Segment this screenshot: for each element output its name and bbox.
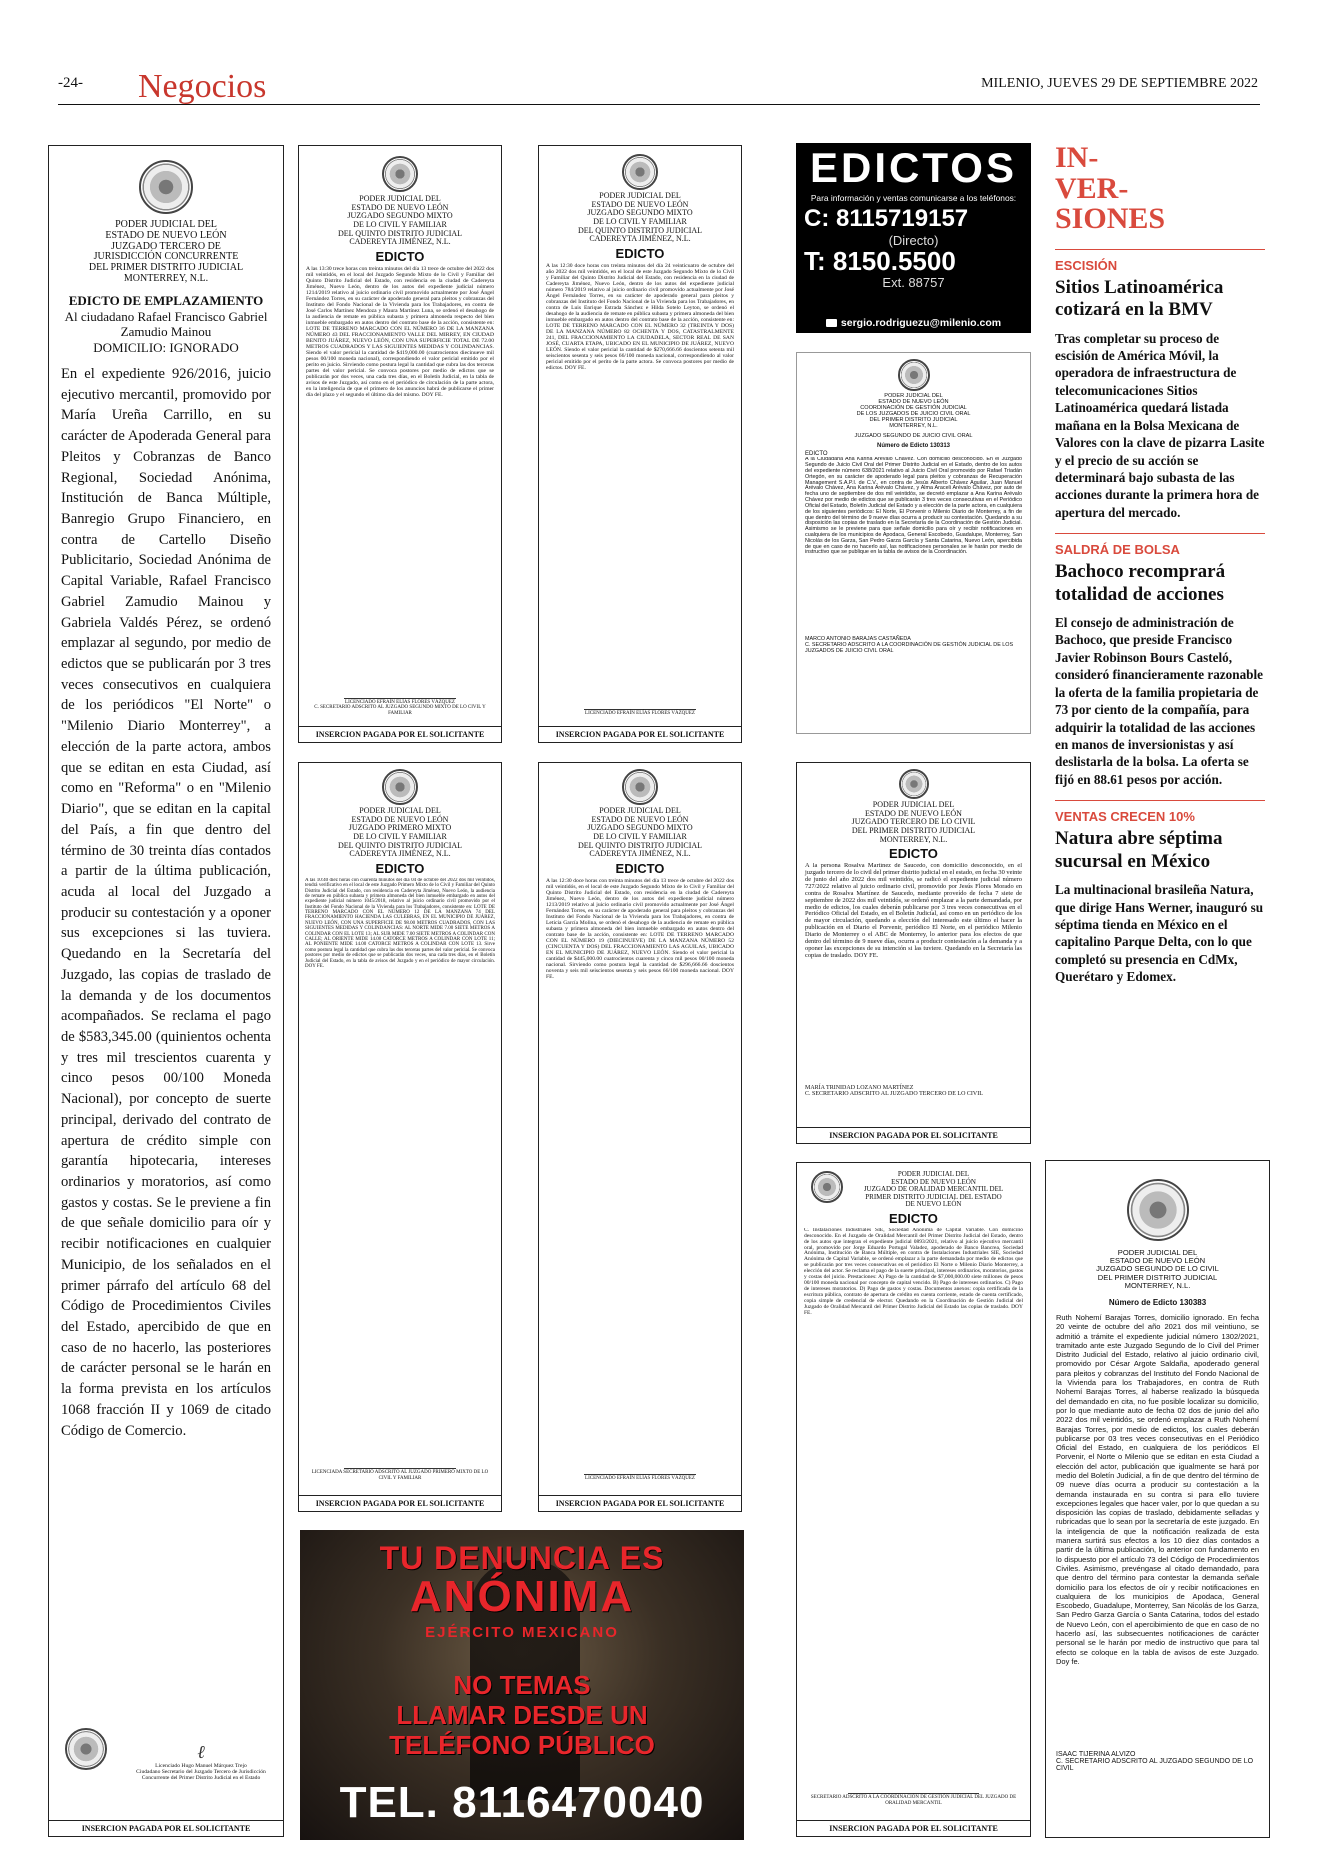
- edicto-title: EDICTO: [615, 245, 665, 261]
- court-heading: [797, 801, 1030, 844]
- sidebar-title: IN- VER- SIONES: [1055, 141, 1166, 236]
- court-line: PODER JUDICIAL DEL: [872, 800, 955, 809]
- signature-line: LICENCIADO EFRAÍN ELÍAS FLORES VÁZQUEZ: [585, 710, 695, 716]
- edicto-ad: [796, 1162, 1031, 1837]
- signature-block: [797, 632, 1030, 654]
- court-line: CADEREYTA JIMÉNEZ, N.L.: [589, 849, 691, 859]
- addressee: Al ciudadano Rafael Francisco Gabriel Zamudio Mainou: [64, 308, 268, 340]
- anonymous-report-ad: [300, 1530, 744, 1840]
- edicto-ad: [796, 352, 1031, 734]
- court-line: DEL QUINTO DISTRITO JUDICIAL: [337, 840, 463, 850]
- court-subheading: JUZGADO SEGUNDO DE JUICIO CIVIL ORAL: [854, 433, 973, 440]
- paid-insertion-label: INSERCION PAGADA POR EL SOLICITANTE: [539, 726, 741, 742]
- court-line: MONTERREY, N.L.: [123, 272, 209, 284]
- paid-insertion-label: INSERCION PAGADA POR EL SOLICITANTE: [797, 1127, 1030, 1143]
- court-line: PODER JUDICIAL DEL: [897, 1170, 970, 1178]
- email-link[interactable]: sergio.rodriguezu@milenio.com: [840, 317, 1002, 329]
- signature-line: LICENCIADA SECRETARIO ADSCRITO AL JUZGADO PRIMERO MIXTO DE LO CIVIL Y FAMILIAR: [311, 1470, 489, 1481]
- court-seal-icon: [811, 1171, 843, 1203]
- news-kicker: VENTAS CRECEN 10%: [1055, 809, 1195, 825]
- court-seal-icon: [139, 160, 193, 214]
- court-line: MONTERREY, N.L.: [879, 834, 948, 844]
- edicto-body: A la persona Rosalva Martínez de Saucedo, con domicilio desconocido, en el juzgado tercero de lo civil del primer distrito judicial en el estado, en fecha 30 veinte de junio del año 2022 dos mil veintidós, se radicó el expediente judicial número 727/2022 relativo al juicio ordinario civil, promovido por Jesús Flores Morado en contra de Rosalva Martínez de Saucedo, mediante proveído de fecha 7 siete de septiembre de 2022 dos mil veintidós, se ordenó emplazar a la parte demandada, por medio de edictos, los cuales deberán publicarse por 3 tres veces consecutivas en el Periódico Oficial del Estado, en el Boletín Judicial, así como en un periódico de los de mayor circulación, quedando a elección del interesado este último el hacer la publicación en el Diario el Porvenir, periódico El Norte, en el periódico Milenio Diario de Monterrey o el ABC de Monterrey, lo anterior para los efectos de que dentro del término de 9 nueve días, ocurra a producir contestación a la demanda y a oponer las excepciones de su intención si las tuviere. Quedando en la Secretaría las copias de traslado. DOY FE.: [805, 863, 1022, 959]
- court-seal-icon: [899, 769, 929, 799]
- court-line: PODER JUDICIAL DEL: [359, 806, 441, 815]
- paid-insertion-label: INSERCION PAGADA POR EL SOLICITANTE: [299, 1495, 501, 1511]
- news-kicker: SALDRÁ DE BOLSA: [1055, 542, 1180, 558]
- signature-block: [1046, 1743, 1269, 1772]
- signature-block: [59, 1728, 273, 1806]
- court-line: DEL QUINTO DISTRITO JUDICIAL: [577, 840, 703, 850]
- court-line: JUZGADO SEGUNDO DE LO CIVIL: [1096, 1264, 1219, 1274]
- signature-line: Licenciado Hugo Manuel Márquez Trejo: [155, 1763, 247, 1769]
- edicto-body: A las 13:30 trece horas con treinta minutos del día 13 trece de octubre del 2022 dos mil veintidós, en el local del Juzgado Segundo Mixto de lo Civil y Familiar del Quinto Distrito Judicial del Estado, con residencia en la ciudad de Cadereyta Jiménez, Nuevo León, dentro de los autos del expediente judicial número 1214/2019 relativo al juicio ordinario civil promovido actualmente por José Ángel Fernández Torres, en su carácter de apoderado general para pleitos y cobranzas del Instituto del Fondo Nacional de la Vivienda para los Trabajadores, en contra de José Carlos Martínez Mendoza y Maura Martínez Luna, se ordenó el desahogo de la audiencia de remate en pública subasta y primera almoneda respecto del bien inmueble embargado en autos dentro del contrato base de la acción, consistente en: LOTE DE TERRENO MARCADO CON EL NÚMERO 36 DE LA MANZANA NÚMERO 43 DEL FRACCIONAMIENTO VALLE DEL MIRREY, EN CIUDAD BENITO JUÁREZ, NUEVO LEÓN, CON UNA SUPERFICIE TOTAL DE 72.00 METROS CUADRADOS Y LAS SIGUIENTES MEDIDAS Y COLINDANCIAS. Siendo el valor pericial la cantidad de $419,000.00 (cuatrocientos diecinueve mil pesos 00/100 moneda nacional), correspondiendo el valor pericial emitido por el perito en juicio. Sirviendo como postura legal la cantidad que cubra las dos terceras partes del valor pericial. Se convoca postores por medio de edictos que se publicarán por dos veces, una cada tres días, en el Boletín Judicial, en la tabla de avisos de este Juzgado, así como en el periódico de circulación de la parte actora, en la inteligencia de que el primero de los anuncios habrá de publicarse el primer día del plazo y el segundo el último día del mismo. DOY FE.: [306, 265, 494, 399]
- court-line: DEL QUINTO DISTRITO JUDICIAL: [337, 228, 463, 238]
- header-rule: [58, 104, 1260, 105]
- paid-insertion-label: INSERCION PAGADA POR EL SOLICITANTE: [49, 1820, 283, 1836]
- court-line: DE LO CIVIL Y FAMILIAR: [353, 831, 447, 841]
- promo-phone[interactable]: TEL. 8116470040: [339, 1778, 705, 1827]
- domicile: DOMICILIO: IGNORADO: [93, 339, 239, 355]
- phone-direct-label: (Directo): [888, 233, 939, 248]
- court-line: DE LO CIVIL Y FAMILIAR: [593, 831, 687, 841]
- paid-insertion-label: INSERCION PAGADA POR EL SOLICITANTE: [797, 1820, 1030, 1836]
- court-line: DE LO CIVIL Y FAMILIAR: [593, 216, 687, 226]
- edicto-body: A las 12:30 doce horas con treinta minutos del día 13 trece de octubre del 2022 dos mil veintidós, en el local de este Juzgado Segundo Mixto de lo Civil y Familiar del Quinto Distrito Judicial del Estado, con residencia en la ciudad de Cadereyta Jiménez, Nuevo León, dentro de los autos del expediente judicial número 1213/2019 relativo al juicio ordinario civil promovido actualmente por José Ángel Fernández Torres, en su carácter de apoderado general para pleitos y cobranzas del Instituto del Fondo Nacional de la Vivienda para los Trabajadores, en contra de Leticia García Molina, se ordenó el desahogo de la audiencia de remate en pública subasta y primera almoneda del bien inmueble embargado en autos dentro del contrato base de la acción, consistente en: LOTE DE TERRENO MARCADO CON EL NÚMERO 19 (DIECINUEVE) DE LA MANZANA NÚMERO 52 (CINCUENTA Y DOS) DEL FRACCIONAMIENTO LAS AGUILAS, UBICADO EN EL MUNICIPIO DE JUÁREZ, NUEVO LEÓN. Siendo el valor pericial la cantidad de $445,000.00 cuatrocientos cuarenta y cinco mil pesos 00/100 moneda nacional. Sirviendo como postura legal la cantidad de $296,666.66 doscientos noventa y seis mil seiscientos sesenta y seis pesos 66/100 moneda nacional. DOY FE.: [546, 877, 734, 981]
- court-line: ESTADO DE NUEVO LEÓN: [878, 399, 949, 406]
- signature-line: MARCO ANTONIO BARAJAS CASTAÑEDA: [805, 636, 911, 643]
- court-line: CADEREYTA JIMÉNEZ, N.L.: [349, 237, 451, 247]
- court-line: ESTADO DE NUEVO LEÓN: [865, 808, 962, 818]
- edicto-title: EDICTO: [375, 248, 425, 264]
- phone-ext: Ext. 88757: [882, 275, 945, 291]
- news-headline: Sitios Latinoamérica cotizará en la BMV: [1055, 276, 1224, 321]
- promo-line-4: NO TEMAS: [453, 1670, 591, 1700]
- news-item: [1055, 542, 1265, 788]
- court-line: JUZGADO SEGUNDO MIXTO: [587, 823, 693, 833]
- court-line: JUZGADO TERCERO DE LO CIVIL: [851, 817, 976, 827]
- court-line: DEL PRIMER DISTRITO JUDICIAL: [851, 825, 976, 835]
- paper-date: MILENIO, JUEVES 29 DE SEPTIEMBRE 2022: [981, 76, 1258, 91]
- edicto-title: EDICTO: [615, 860, 665, 876]
- signature-icon: ℓ: [197, 1742, 205, 1763]
- edicto-title: EDICTO: [889, 846, 938, 862]
- edicto-title: EDICTO: [805, 451, 828, 458]
- court-heading: [299, 195, 501, 247]
- edicto-ad: [796, 762, 1031, 1144]
- news-headline: Bachoco recomprará totalidad de acciones: [1055, 561, 1226, 605]
- court-seal-icon: [1127, 1179, 1189, 1241]
- signature-line: MARÍA TRINIDAD LOZANO MARTÍNEZ: [805, 1085, 914, 1092]
- signature-line: ISAAC TIJERINA ALVIZO: [1056, 1750, 1136, 1758]
- court-line: PODER JUDICIAL DEL: [359, 194, 441, 203]
- court-seal-icon: [622, 769, 658, 805]
- signature-block: [307, 1464, 493, 1481]
- page-number: -24-: [58, 75, 83, 91]
- signature-block: [805, 1789, 1022, 1806]
- signature-line: LICENCIADO EFRAÍN ELÍAS FLORES VÁZQUEZ: [585, 1475, 695, 1481]
- court-seal-icon: [65, 1728, 107, 1770]
- court-line: COORDINACIÓN DE GESTIÓN JUDICIAL: [860, 405, 967, 412]
- court-line: JURISDICCIÓN CONCURRENTE: [93, 251, 239, 263]
- signature-line: C. SECRETARIO ADSCRITO AL JUZGADO TERCERO DE LO CIVIL: [805, 1091, 983, 1098]
- edicto-number: Número de Edicto 130313: [876, 443, 951, 450]
- news-kicker: ESCISIÓN: [1055, 257, 1118, 273]
- signature-line: Ciudadano Secretario del Juzgado Tercero de Jurisdicción: [136, 1769, 266, 1776]
- edicto-ad: [298, 762, 502, 1512]
- court-heading: [49, 220, 283, 285]
- inversiones-sidebar: [1055, 143, 1265, 1088]
- edicto-body: A la Ciudadana Ana Karina Arévalo Chávez. Con domicilio desconocido. En el Juzgado Segundo de Juicio Civil Oral del Primer Distrito Judicial en el Estado, dentro de los autos del expediente número 638/2021 relativo al Juicio Civil Oral promovido por Rafael Triadán Ortegón, en su carácter de apoderado legal para pleitos y cobranzas de Recuperación Management S.A.P.I. de C.V., en contra de Jesús Alberto Chávez Aguilar, Juan Manuel Arévalo Chávez, Ana Karina Arévalo Chávez, y Alma Araceli Arévalo Chávez, por auto de fecha uno de septiembre de dos mil veintidós, se decretó emplazar a Ana Karina Arévalo Chávez por medio de edictos que se publicarán 3 tres veces consecutivas en el Periódico Oficial del Estado, Boletín Judicial del Estado y a elección de la parte actora, en cualquiera de los siguientes periódicos: El Norte, El Porvenir o Milenio Diario de Monterrey, a fin de que dentro del término de 9 nueve días ocurra a producir su contestación. Quedando a su disposición las copias de traslado en la Secretaría de la Coordinación de Gestión Judicial. Asimismo se le previene para que señale domicilio para oír y recibir notificaciones en cualquiera de los municipios de Apodaca, General Escobedo, Guadalupe, Monterrey, San Nicolás de los Garza, San Pedro Garza García y Santa Catarina, Nuevo León, apercibida de que en caso de no hacerlo así, las notificaciones personales se le harán por medio de instructivo que se publique en la tabla de avisos de la Coordinación.: [805, 457, 1022, 556]
- court-seal-icon: [622, 154, 658, 190]
- news-item: [1055, 809, 1265, 985]
- promo-line-5: LLAMAR DESDE UN: [396, 1700, 648, 1730]
- edictos-contact-box: [796, 143, 1031, 333]
- section-title: Negocios: [138, 68, 267, 105]
- court-heading: [1046, 1249, 1269, 1290]
- edicto-body: A las 12:30 doce horas con treinta minutos del día 24 veinticuatro de octubre del año 2022 dos mil veintidós, en el local de este Juzgado Segundo Mixto de lo Civil y Familiar del Quinto Distrito Judicial del Estado, con residencia en la ciudad de Cadereyta Jiménez, Nuevo León, dentro de los autos del expediente judicial número 784/2019 relativo al juicio ordinario civil promovido actualmente por José Ángel Fernández Torres, en su carácter de apoderado general para pleitos y cobranzas del Instituto del Fondo Nacional de la Vivienda para los Trabajadores, en contra de Luis Enrique Estrada Sánchez e Hilda Sotelo Leyton, se ordenó el desahogo de la audiencia de remate en pública subasta y primera almoneda del bien inmueble embargado en autos dentro del contrato base de la acción, consistente en: LOTE DE TERRENO MARCADO CON EL NÚMERO 32 (TREINTA Y DOS) DE LA MANZANA NÚMERO 82 OCHENTA Y DOS, CATASTRALMENTE 241, DEL FRACCIONAMIENTO LA CIUDADELA, SECTOR REAL DE SAN JOSÉ, CUARTA ETAPA, UBICADO EN EL MUNICIPIO DE JUÁREZ, NUEVO LEÓN. Siendo el valor pericial la cantidad de $270,666.66 doscientos setenta mil seiscientos sesenta y seis pesos 66/100 moneda nacional, correspondiendo al valor pericial emitido por el perito de la parte actora. Se convoca postores por medio de edictos. DOY FE.: [546, 262, 734, 372]
- paid-insertion-label: INSERCION PAGADA POR EL SOLICITANTE: [539, 1495, 741, 1511]
- edicto-title: EDICTO DE EMPLAZAMIENTO: [68, 292, 264, 308]
- paid-insertion-label: INSERCION PAGADA POR EL SOLICITANTE: [299, 726, 501, 742]
- edicto-body: C. Instalaciones Industriales SIE, Sociedad Anónima de Capital Variable. Con domicilio desconocido. En el Juzgado de Oralidad Mercantil del Primer Distrito Judicial del Estado, dentro de los autos que integran el expediente judicial 0893/2021, relativo al juicio ejecutivo mercantil oral, promovido por Jorge Eduardo Portugal Valadez, apoderado de Banco Bancrea, Sociedad Anónima, Institución de Banca Múltiple, en contra de Instalaciones Industriales SIE, Sociedad Anónima de Capital Variable, se ordenó emplazar a la parte demandada por medio de edictos que se publicarán por tres veces consecutivas en el periódico El Norte o Milenio Diario Monterrey, a elección del actor. Se reclama el pago de la suerte principal, intereses ordinarios, moratorios, gastos y costas del juicio. Prestaciones: A) Pago de la cantidad de $7,000,000.00 siete millones de pesos 00/100 moneda nacional por concepto de capital vencido. B) Pago de intereses ordinarios. C) Pago de intereses moratorios. D) Pago de gastos y costas. Documentos anexos: copia certificada de la escritura pública, contrato de apertura de crédito en cuenta corriente, estado de cuenta certificado, copia simple de credencial de elector. Quedando en la Coordinación de Gestión Judicial del Juzgado de Oralidad Mercantil del Primer Distrito Judicial del Estado las copias de traslado. DOY FE.: [804, 1227, 1024, 1316]
- court-seal-icon: [382, 156, 418, 192]
- court-heading: [299, 807, 501, 859]
- edicto-ad: [538, 145, 742, 743]
- court-line: PODER JUDICIAL DEL: [1117, 1248, 1198, 1257]
- court-line: ESTADO DE NUEVO LEÓN: [105, 229, 227, 241]
- court-line: PODER JUDICIAL DEL: [599, 806, 681, 815]
- signature-block: [797, 1083, 1030, 1097]
- edictos-title: EDICTOS: [810, 144, 1017, 191]
- promo-army: EJÉRCITO MEXICANO: [425, 1624, 619, 1641]
- phone-cell[interactable]: C: 8115719157: [804, 205, 969, 232]
- court-line: DE LO CIVIL Y FAMILIAR: [353, 219, 447, 229]
- court-line: DEL QUINTO DISTRITO JUDICIAL: [577, 225, 703, 235]
- court-line: JUZGADO SEGUNDO MIXTO: [347, 211, 453, 221]
- court-line: ESTADO DE NUEVO LEÓN: [351, 814, 449, 824]
- news-item: [1055, 258, 1265, 521]
- signature-line: Concurrente del Primer Distrito Judicial en el Estado: [141, 1775, 261, 1782]
- edicto-body: A las 10:40 diez horas con cuarenta minutos del día 04 de octubre del 2022 dos mil veintidós, tendrá verificativo en el local de este Juzgado Primero Mixto de lo Civil y Familiar del Quinto Distrito Judicial del Estado, con residencia en Cadereyta Jiménez, Nuevo León, la audiencia de remate en pública subasta y primera almoneda del bien inmueble embargado en autos del expediente judicial número 1045/2018, relativo al juicio ordinario civil promovido por el Instituto del Fondo Nacional de la Vivienda para los Trabajadores, consistente en: LOTE DE TERRENO MARCADO CON EL NÚMERO 12 DE LA MANZANA 74 DEL FRACCIONAMIENTO HACIENDA LAS CULEBRAS, EN EL MUNICIPIO DE JUÁREZ, NUEVO LEÓN, CON UNA SUPERFICIE DE 98.00 METROS CUADRADOS, CON LAS SIGUIENTES MEDIDAS Y COLINDANCIAS: AL NORTE MIDE 7.00 SIETE METROS A COLINDAR CON EL LOTE 13; AL SUR MIDE 7.00 SIETE METROS A COLINDAR CON CALLE; AL ORIENTE MIDE 14.00 CATORCE METROS A COLINDAR CON LOTE 11; AL PONIENTE MIDE 14.00 CATORCE METROS A COLINDAR CON LOTE 13. Sirve como postura legal la cantidad que cubra las dos terceras partes del valor pericial. Se convoca postores por medio de edictos que se publicarán dos veces, una cada tres días, en el Boletín Judicial del Estado, en la tabla de avisos del Juzgado y en el periódico de mayor circulación. DOY FE.: [305, 877, 495, 969]
- edicto-body: Ruth Nohemí Barajas Torres, domicilio ignorado. En fecha 20 veinte de octubre del año 2021 dos mil veintiuno, se admitió a trámite el expediente judicial número 1302/2021, tramitado ante este Juzgado Segundo de lo Civil del Primer Distrito Judicial del Estado, relativo al juicio ordinario civil, promovido por César Argote Saldaña, apoderado general para pleitos y cobranzas del Instituto del Fondo Nacional de la Vivienda para los Trabajadores, en contra de Ruth Nohemí Barajas Torres, al haberse realizado la búsqueda del demandado en cita, no fue posible localizar su domicilio, por lo que mediante auto de fecha 02 dos de junio del año 2022 dos mil veintidós, se ordenó emplazar a Ruth Nohemí Barajas Torres, por medio de edictos, los cuales deberán publicarse por 03 tres veces consecutivas en el Periódico Oficial del Estado, en cualquiera de los periódicos El Porvenir, el Norte o Milenio que se editan en esta Ciudad a elección del actor, publicación que igualmente se hará por medio del Boletín Judicial, a fin de que dentro del término de 09 nueve días ocurra a producir su contestación a la demanda instaurada en su contra si para ello tuviere excepciones legales que hacer valer, por lo que quedan a su disposición las copias de traslado, debidamente selladas y rubricadas que lo sean por la secretaría de este juzgado. En la inteligencia de que la notificación realizada de esta manera surtirá sus efectos a los 10 diez días contados a partir de la última publicación, lo anterior con fundamento en lo dispuesto por el artículo 73 del Código de Procedimientos Civiles. Asimismo, prevéngase al citado demandado, para que dentro del término para contestar la demanda señale domicilio para los efectos de oír y recibir notificaciones en cualquiera de los municipios de Apodaca, General Escobedo, Guadalupe, Monterrey, San Nicolás de los Garza, San Pedro Garza García o Santa Catarina, todos del estado de Nuevo León, con el apercibimiento de que en caso de no hacerlo así, las subsecuentes notificaciones de carácter personal se le harán por medio de instructivo que para tal efecto se coloque en la tabla de avisos de este Juzgado. Doy fe.: [1056, 1312, 1259, 1666]
- email-row: [796, 317, 1031, 329]
- signature-line: LICENCIADO EFRAÍN ELÍAS FLORES VÁZQUEZ: [345, 699, 455, 705]
- court-line: ESTADO DE NUEVO LEÓN: [351, 202, 449, 212]
- court-line: JUZGADO DE ORALIDAD MERCANTIL DEL: [863, 1185, 1004, 1194]
- promo-headline-2: ANÓNIMA: [409, 1572, 635, 1621]
- court-line: PODER JUDICIAL DEL: [115, 219, 217, 230]
- edicto-number: Número de Edicto 130383: [1108, 1297, 1207, 1307]
- court-line: DE NUEVO LEÓN: [905, 1200, 962, 1209]
- court-line: MONTERREY, N.L.: [889, 423, 938, 430]
- court-line: DEL PRIMER DISTRITO JUDICIAL: [869, 417, 958, 424]
- court-line: PODER JUDICIAL DEL: [599, 191, 681, 200]
- news-body: El consejo de administración de Bachoco, que preside Francisco Javier Robinson Bours Casteló, consideró financieramente razonable la oferta de la familia propietaria de 73 por ciento de la compañía, para adquirir la totalidad de las acciones en manos de inversionistas y así deslistarla de la bolsa. La oferta se fijó en 88.61 pesos por acción.: [1055, 615, 1264, 787]
- edicto-ad: [1045, 1160, 1270, 1838]
- court-line: ESTADO DE NUEVO LEÓN: [1109, 1256, 1206, 1266]
- court-line: PODER JUDICIAL DEL: [884, 393, 943, 399]
- signature-text: [129, 1742, 273, 1781]
- court-line: CADEREYTA JIMÉNEZ, N.L.: [349, 849, 451, 859]
- edicto-ad: [538, 762, 742, 1512]
- court-line: PRIMER DISTRITO JUDICIAL DEL ESTADO: [865, 1192, 1002, 1201]
- signature-line: C. SECRETARIO ADSCRITO A LA COORDINACIÓN DE GESTIÓN JUDICIAL DE LOS JUZGADOS DE JUICIO CIVIL ORAL: [805, 642, 1014, 655]
- court-line: CADEREYTA JIMÉNEZ, N.L.: [589, 234, 691, 244]
- signature-line: C. SECRETARIO ADSCRITO AL JUZGADO SEGUNDO MIXTO DE LO CIVIL Y FAMILIAR: [314, 705, 486, 716]
- edicto-title: EDICTO: [375, 860, 425, 876]
- court-line: ESTADO DE NUEVO LEÓN: [591, 814, 689, 824]
- signature-line: SECRETARIO ADSCRITO A LA COORDINACIÓN DE GESTIÓN JUDICIAL DEL JUZGADO DE ORALIDAD MERCANTIL: [810, 1795, 1017, 1806]
- court-line: JUZGADO TERCERO DE: [111, 240, 221, 252]
- phone-main[interactable]: T: 8150.5500: [804, 246, 956, 276]
- signature-line: C. SECRETARIO ADSCRITO AL JUZGADO SEGUNDO DE LO CIVIL: [1056, 1757, 1254, 1772]
- court-line: JUZGADO SEGUNDO MIXTO: [587, 208, 693, 218]
- edictos-info: Para información y ventas comunicarse a los teléfonos:: [810, 193, 1017, 203]
- court-heading: [797, 393, 1030, 429]
- signature-block: [547, 705, 733, 717]
- court-line: DEL PRIMER DISTRITO JUDICIAL: [1097, 1272, 1218, 1282]
- court-line: ESTADO DE NUEVO LEÓN: [891, 1177, 976, 1186]
- edicto-title: EDICTO: [889, 1210, 938, 1226]
- court-line: JUZGADO PRIMERO MIXTO: [348, 823, 452, 833]
- court-line: DE LOS JUZGADOS DE JUICIO CIVIL ORAL: [856, 411, 971, 418]
- promo-line-6: TELÉFONO PÚBLICO: [389, 1730, 655, 1760]
- edicto-body: En el expediente 926/2016, juicio ejecutivo mercantil, promovido por María Ureña Carrillo, en su carácter de Apoderada General para Pleitos y Cobranzas de Banco Regional, Sociedad Anónima, Institución de Banca Múltiple, Banregio Grupo Financiero, en contra de Cartello Diseño Publicitario, Sociedad Anónima de Capital Variable, Rafael Francisco Gabriel Zamudio Mainou y Gabriela Valdés Pérez, se ordenó emplazar al segundo, por medio de edictos que se publicarán por 3 tres veces consecutivos en cualquiera de los periódicos "El Norte" o "Milenio Diario Monterrey", a elección de la parte actora, ambos que se editan en esta Ciudad, así como en "Reforma" o en "Milenio Diario", que se editan en la capital del País, a fin que dentro del término de 30 treinta días contados a partir de la última publicación, acuda al local del Juzgado a producir su contestación y a oponer sus excepciones si las tuviera. Quedando en la Secretaría del Juzgado, las copias de traslado de la demanda y de los documentos acompañados. Se reclama el pago de $583,345.00 (quinientos ochenta y tres mil trescientos cuarenta y cinco pesos 00/100 Moneda Nacional), por concepto de suerte principal, derivado del contrato de apertura de crédito simple con garantía hipotecaria, intereses ordinarios y moratorios, así como gastos y costas. Se le previene a fin de que señale domicilio para oír y recibir notificaciones en cualquier Municipio, de los señalados en el primer párrafo del artículo 68 del Código de Procedimientos Civiles del Estado, apercibido de que en caso de no hacerlo, las posteriores de carácter personal se le harán en la forma prevista en los artículos 1068 fracción II y 1069 de citado Código de Comercio.: [61, 365, 271, 1439]
- court-line: ESTADO DE NUEVO LEÓN: [591, 199, 689, 209]
- court-line: DEL PRIMER DISTRITO JUDICIAL: [88, 262, 244, 274]
- news-headline: Natura abre séptima sucursal en México: [1055, 828, 1223, 872]
- edicto-emplazamiento-ad: [48, 145, 284, 1837]
- promo-headline-1: TU DENUNCIA ES: [379, 1540, 665, 1576]
- court-seal-icon: [898, 359, 930, 391]
- news-body: Tras completar su proceso de escisión de América Móvil, la operadora de infraestructura de telecomunicaciones Sitios Latinoamérica quedará listada mañana en la Bolsa Mexicana de Valores con la clave de pizarra Lasite y el precio de su acción se determinará bajo subasta de las acciones durante la primera hora de apertura del mercado.: [1055, 330, 1265, 520]
- court-heading: [539, 192, 741, 244]
- court-seal-icon: [382, 769, 418, 805]
- signature-block: [307, 694, 493, 717]
- court-heading: [539, 807, 741, 859]
- news-body: La multinacional brasileña Natura, que dirige Hans Werner, inauguró su séptima tienda en México en el capitalino Parque Delta, con lo que completó su presencia en CdMx, Querétaro y Edomex.: [1055, 882, 1264, 985]
- signature-block: [547, 1470, 733, 1482]
- court-line: MONTERREY, N.L.: [1124, 1280, 1191, 1290]
- envelope-icon: [826, 319, 837, 327]
- edicto-ad: [298, 145, 502, 743]
